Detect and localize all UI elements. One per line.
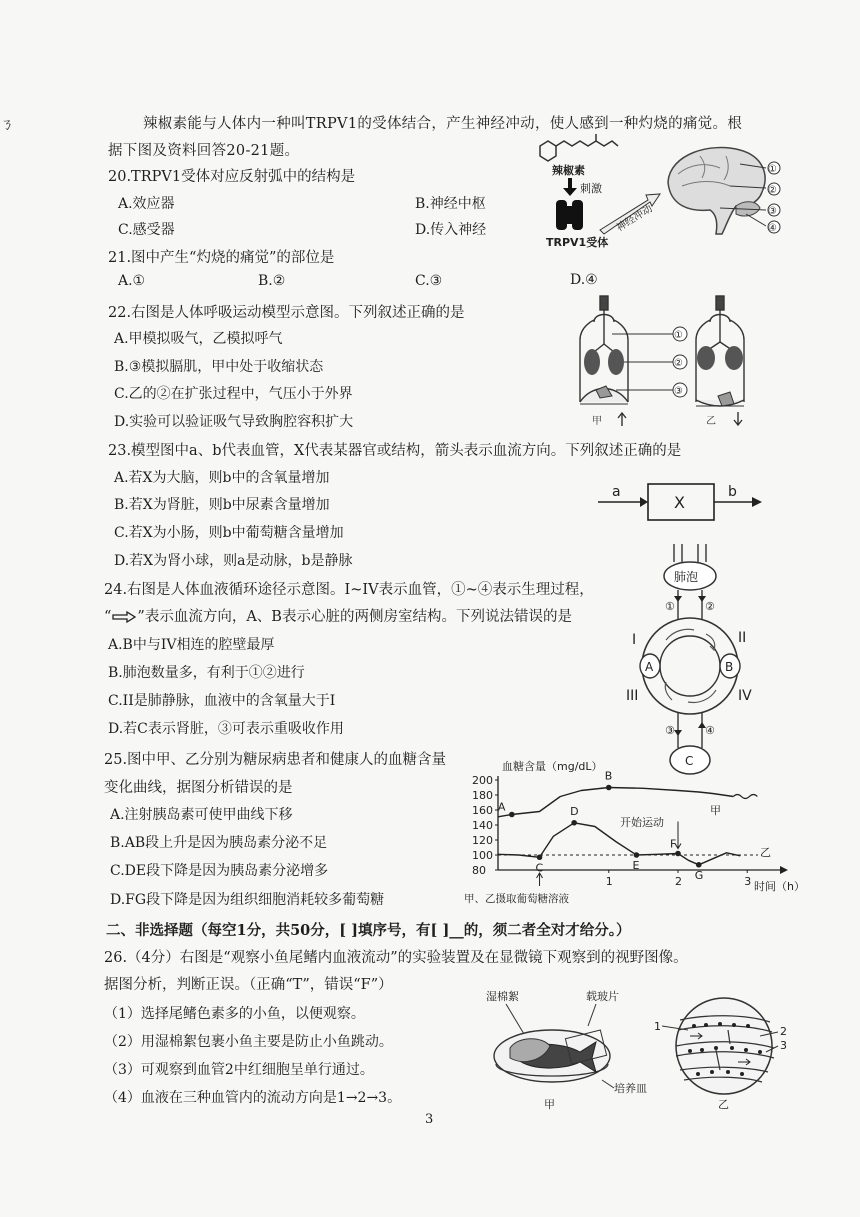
process-3-label: ③ bbox=[665, 724, 675, 737]
q24-quote-open: “ bbox=[104, 609, 112, 625]
q25-option-b: B.AB段上升是因为胰岛素分泌不足 bbox=[110, 835, 328, 851]
fig26-left-label: 甲 bbox=[544, 1098, 555, 1111]
fig22-mark-3: ③ bbox=[674, 386, 683, 397]
chart-point-label: B bbox=[604, 769, 613, 783]
down-arrow-small-icon bbox=[734, 412, 742, 425]
fig26-dish-label: 培养皿 bbox=[614, 1082, 647, 1095]
chart-point-label: D bbox=[570, 804, 579, 818]
alveoli-label: 肺泡 bbox=[674, 570, 699, 584]
q26-item-2: （2）用湿棉絮包裹小鱼主要是防止小鱼跳动。 bbox=[104, 1034, 393, 1050]
q20-option-b: B.神经中枢 bbox=[415, 196, 486, 212]
q25-stem-1: 25.图中甲、乙分别为糖尿病患者和健康人的血糖含量 bbox=[104, 752, 447, 768]
vessel-I-label: I bbox=[632, 632, 637, 648]
model-a-label: a bbox=[612, 484, 621, 500]
q20-option-d: D.传入神经 bbox=[415, 222, 487, 238]
q20-option-a: A.效应器 bbox=[118, 196, 175, 212]
lung-left-1 bbox=[584, 349, 600, 375]
chart-point-C bbox=[537, 854, 543, 860]
chart-point-D bbox=[571, 820, 577, 826]
fig-receptor-label: TRPV1受体 bbox=[546, 236, 609, 249]
fig22-mark-1: ① bbox=[674, 330, 683, 341]
q23-option-c: C.若X为小肠，则b中葡萄糖含量增加 bbox=[114, 525, 344, 541]
q25-stem-2: 变化曲线，据图分析错误的是 bbox=[104, 780, 293, 796]
lung-right-1 bbox=[697, 346, 715, 370]
q26-item-1: （1）选择尾鳍色素多的小鱼，以便观察。 bbox=[104, 1006, 365, 1022]
series-jia-label: 甲 bbox=[710, 804, 721, 817]
chart-x-tick-label: 2 bbox=[675, 875, 682, 888]
bell-jar-left bbox=[580, 296, 628, 402]
lung-right-2 bbox=[725, 346, 743, 370]
circulation-figure bbox=[610, 540, 770, 780]
chart-series-line-1 bbox=[498, 788, 733, 817]
brain-mark-1: ① bbox=[768, 164, 777, 175]
q23-stem: 23.模型图中a、b代表血管，X代表某器官或结构，箭头表示血流方向。下列叙述正确的是 bbox=[108, 443, 682, 459]
down-arrow-icon bbox=[563, 178, 577, 196]
vessel-IV-label: IV bbox=[738, 688, 752, 704]
chart-y-tick-label: 140 bbox=[472, 819, 493, 832]
q20-option-c: C.感受器 bbox=[118, 222, 175, 238]
chart-caption: 甲、乙摄取葡萄糖溶液 bbox=[464, 893, 569, 905]
chart-y-tick-label: 80 bbox=[472, 864, 486, 877]
fish-experiment-figure bbox=[484, 986, 804, 1112]
fig26-num-3: 3 bbox=[780, 1039, 787, 1052]
chart-x-tick-label: 1 bbox=[605, 875, 613, 888]
q22-option-c: C.乙的②在扩张过程中，气压小于外界 bbox=[114, 386, 353, 402]
chart-point-B bbox=[606, 785, 612, 791]
q22-option-b: B.③模拟膈肌，甲中处于收缩状态 bbox=[114, 359, 324, 375]
chart-point-F bbox=[675, 851, 681, 857]
up-arrow-icon bbox=[618, 413, 626, 426]
lung-left-2 bbox=[608, 349, 624, 375]
q26-item-3: （3）可观察到血管2中红细胞呈单行通过。 bbox=[104, 1062, 374, 1078]
organ-C-label: C bbox=[685, 754, 694, 768]
capsaicin-molecule-icon bbox=[540, 134, 618, 161]
brain-mark-2: ② bbox=[768, 185, 777, 196]
heart-A-label: A bbox=[645, 660, 654, 674]
q24-stem-1: 24.右图是人体血液循环途径示意图。I~IV表示血管，①~④表示生理过程， bbox=[104, 582, 594, 598]
section-2-title: 二、非选择题（每空1分，共50分，[ ]填序号，有[ ]__的，须二者全对才给分。） bbox=[106, 922, 631, 939]
chart-point-label: E bbox=[632, 859, 640, 872]
q21-option-c: C.③ bbox=[415, 273, 443, 289]
q20-stem: 20.TRPV1受体对应反射弧中的结构是 bbox=[108, 169, 356, 185]
chart-y-tick-label: 100 bbox=[472, 849, 493, 862]
brain-mark-4: ④ bbox=[768, 223, 777, 234]
chart-series-line-2 bbox=[498, 823, 740, 865]
intro-line-1: 辣椒素能与人体内一种叫TRPV1的受体结合，产生神经冲动，使人感到一种灼烧的痛觉。根 bbox=[143, 116, 743, 132]
chart-point-E bbox=[634, 852, 640, 858]
chart-point-label: C bbox=[535, 861, 544, 875]
q24-option-d: D.若C表示肾脏，③可表示重吸收作用 bbox=[108, 721, 344, 737]
q26-stem-1: 26.（4分）右图是“观察小鱼尾鳍内血液流动”的实验装置及在显微镜下观察到的视野图像。 bbox=[104, 950, 688, 966]
chart-point-A bbox=[509, 812, 515, 818]
process-4-label: ④ bbox=[705, 724, 715, 737]
fig22-label-right: 乙 bbox=[706, 416, 716, 427]
q24-option-c: C.II是肺静脉，血液中的含氧量大于I bbox=[108, 693, 336, 709]
process-2-label: ② bbox=[705, 600, 715, 613]
q26-item-4: （4）血液在三种血管内的流动方向是1→2→3。 bbox=[104, 1090, 402, 1106]
chart-annotation: 开始运动 bbox=[620, 816, 664, 829]
margin-mark: ㄋ bbox=[0, 117, 14, 133]
intro-line-2: 据下图及资料回答20-21题。 bbox=[108, 143, 300, 159]
q23-option-b: B.若X为肾脏，则b中尿素含量增加 bbox=[114, 497, 330, 513]
q24-stem-2 bbox=[104, 605, 572, 626]
chart-point-label: A bbox=[497, 800, 506, 814]
chart-y-tick-label: 200 bbox=[472, 774, 493, 787]
process-1-label: ① bbox=[665, 600, 675, 613]
fig22-mark-2: ② bbox=[674, 358, 683, 369]
q21-option-d: D.④ bbox=[570, 272, 598, 288]
capsaicin-brain-figure bbox=[530, 134, 790, 264]
q26-stem-2: 据图分析，判断正误。（正确“T”，错误“F”） bbox=[104, 977, 393, 993]
chart-y-tick-label: 160 bbox=[472, 804, 493, 817]
q25-option-c: C.DE段下降是因为胰岛素分泌增多 bbox=[110, 863, 329, 879]
fig26-right-label: 乙 bbox=[718, 1098, 729, 1111]
q24-stem-2-text: ”表示血流方向，A、B表示心脏的两侧房室结构。下列说法错误的是 bbox=[137, 609, 572, 625]
chart-point-label: F bbox=[670, 837, 677, 851]
fig-impulse-label: 神经冲动 bbox=[614, 203, 655, 234]
q22-stem: 22.右图是人体呼吸运动模型示意图。下列叙述正确的是 bbox=[108, 305, 465, 321]
fig26-slide-label: 载玻片 bbox=[586, 990, 619, 1003]
q22-option-a: A.甲模拟吸气，乙模拟呼气 bbox=[114, 331, 283, 347]
chart-xlabel: 时间（h） bbox=[754, 880, 805, 893]
model-b-label: b bbox=[728, 484, 737, 500]
chart-point-label: G bbox=[694, 868, 704, 882]
hollow-arrow-icon bbox=[111, 611, 137, 623]
breathing-model-figure bbox=[572, 292, 772, 434]
q21-stem: 21.图中产生“灼烧的痛觉”的部位是 bbox=[108, 250, 335, 266]
q21-option-a: A.① bbox=[118, 273, 146, 289]
receptor-icon bbox=[556, 200, 583, 230]
q24-option-b: B.肺泡数量多，有利于①②进行 bbox=[108, 665, 305, 681]
q23-option-a: A.若X为大脑，则b中的含氧量增加 bbox=[114, 470, 330, 486]
page-number: 3 bbox=[425, 1112, 434, 1127]
model-x-label: X bbox=[674, 493, 685, 512]
vessel-III-label: III bbox=[626, 688, 639, 704]
brain-mark-3: ③ bbox=[768, 206, 777, 217]
chart-intake-arrow bbox=[537, 873, 543, 886]
fig-stimulate-label: 刺激 bbox=[580, 182, 602, 195]
blood-sugar-chart bbox=[458, 756, 805, 906]
circulation-inner-ring bbox=[660, 636, 720, 696]
chart-x-axis-arrow bbox=[780, 866, 788, 874]
fig22-label-left: 甲 bbox=[592, 416, 602, 427]
fig26-num-2: 2 bbox=[780, 1025, 787, 1038]
q25-option-a: A.注射胰岛素可使甲曲线下移 bbox=[110, 807, 293, 823]
fig26-num-1: 1 bbox=[654, 1020, 661, 1033]
series-yi-label: 乙 bbox=[760, 846, 771, 859]
q24-option-a: A.B中与IV相连的腔壁最厚 bbox=[108, 637, 275, 653]
q25-option-d: D.FG段下降是因为组织细胞消耗较多葡萄糖 bbox=[110, 892, 385, 908]
chart-point-G bbox=[696, 862, 702, 868]
chart-ylabel: 血糖含量（mg/dL） bbox=[502, 760, 603, 773]
q23-option-d: D.若X为肾小球，则a是动脉，b是静脉 bbox=[114, 553, 353, 569]
fig-capsaicin-label: 辣椒素 bbox=[552, 164, 585, 177]
q22-option-d: D.实验可以验证吸气导致胸腔容积扩大 bbox=[114, 414, 354, 430]
chart-x-tick-label: 3 bbox=[744, 875, 752, 888]
heart-B-label: B bbox=[725, 660, 734, 674]
vessel-II-label: II bbox=[738, 630, 747, 646]
model-x-figure bbox=[596, 480, 766, 526]
q21-option-b: B.② bbox=[258, 273, 286, 289]
chart-y-tick-label: 180 bbox=[472, 789, 493, 802]
chart-y-tick-label: 120 bbox=[472, 834, 493, 847]
fig26-cotton-label: 湿棉絮 bbox=[486, 990, 519, 1003]
brain-icon bbox=[668, 148, 765, 234]
chart-series-tail bbox=[733, 795, 757, 799]
